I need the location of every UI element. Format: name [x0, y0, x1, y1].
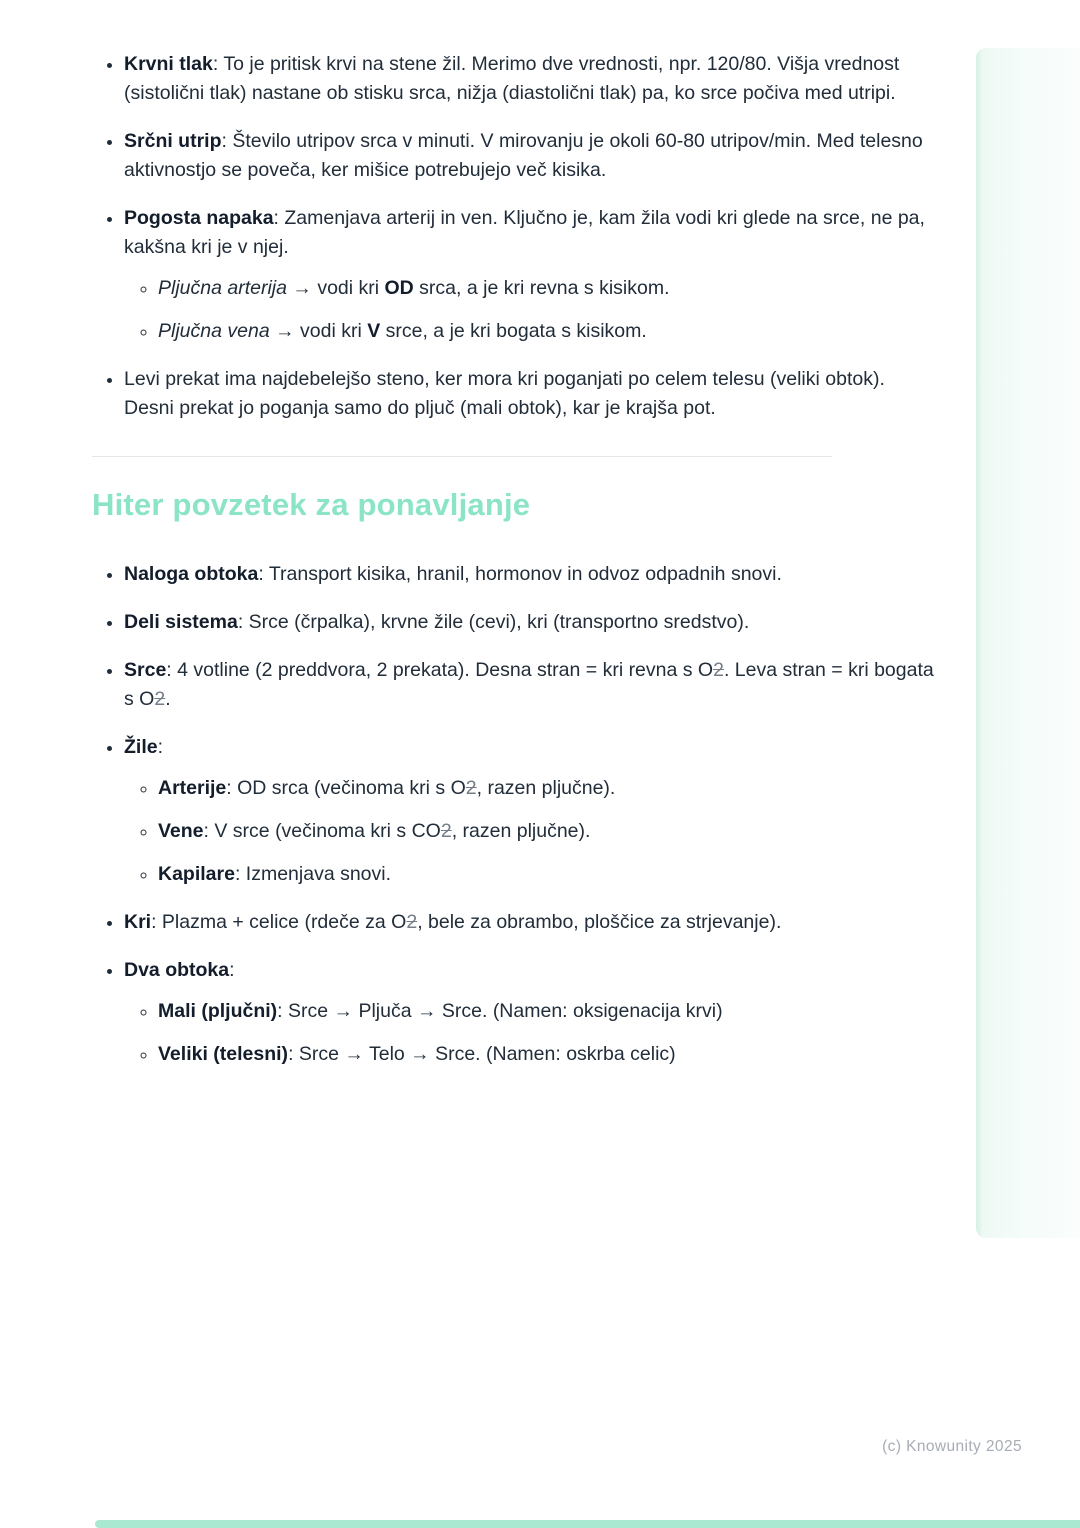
list-item: [124, 204, 935, 346]
term-bold: Žile: [124, 736, 158, 758]
sub-list-item: [158, 774, 935, 803]
body-text: , razen pljučne).: [451, 820, 591, 842]
body-text: : Število utripov srca v minuti. V mirovanju je okoli 60-80 utripov/min. Med telesno aktivnostjo se poveča, ker mišice potrebujejo več kisika.: [124, 130, 923, 181]
notes-content: [92, 50, 935, 1088]
term-bold: Kapilare: [158, 863, 235, 885]
body-text: Levi prekat ima najdebelejšo steno, ker mora kri poganjati po celem telesu (veliki obtok). Desni prekat jo poganja samo do pljuč (mali obtok), kar je krajša pot.: [124, 368, 885, 419]
term-bold: Mali (pljučni): [158, 1000, 278, 1022]
body-text: : Izmenjava snovi.: [234, 863, 392, 885]
footer-copyright: (c) Knowunity 2025: [882, 1438, 1022, 1455]
sub-list-item: [158, 997, 935, 1026]
struck-number: 2: [465, 777, 477, 799]
body-text: : Zamenjava arterij in ven. Ključno je, kam žila vodi kri glede na srce, ne pa, kakšna kri je v njej.: [124, 207, 925, 258]
body-text: . Leva stran = kri bogata s O: [124, 659, 934, 710]
struck-number: 2: [440, 820, 452, 842]
body-text: :: [229, 959, 235, 981]
term-bold: Kri: [124, 911, 152, 933]
term-bold: Veliki (telesni): [158, 1043, 289, 1065]
term-bold: Pogosta napaka: [124, 207, 274, 229]
sub-list-item: [158, 860, 935, 889]
body-text: : Srce → Pljuča → Srce. (Namen: oksigenacija krvi): [277, 1000, 723, 1022]
body-text: : Transport kisika, hranil, hormonov in odvoz odpadnih snovi.: [258, 563, 782, 585]
body-text: → vodi kri: [269, 320, 368, 342]
sub-list-item: [158, 1040, 935, 1069]
body-text: :: [157, 736, 164, 758]
body-text: : 4 votline (2 preddvora, 2 prekata). Desna stran = kri revna s O: [166, 659, 714, 681]
list-item: [124, 908, 935, 937]
term-bold: Arterije: [158, 777, 227, 799]
body-text: srce, a je kri bogata s kisikom.: [380, 320, 647, 342]
term-bold: V: [367, 320, 381, 342]
bottom-accent-bar: [95, 1520, 1080, 1528]
term-bold: OD: [384, 277, 414, 299]
body-text: , bele za obrambo, ploščice za strjevanje).: [417, 911, 782, 933]
sub-list-item: [158, 817, 935, 846]
list-item: [124, 656, 935, 714]
struck-number: 2: [713, 659, 724, 681]
nested-bullet-list: [124, 997, 935, 1069]
body-text: : OD srca (večinoma kri s O: [226, 777, 466, 799]
list-item: [124, 127, 935, 185]
term-bold: Dva obtoka: [124, 959, 230, 981]
term-bold: Deli sistema: [124, 611, 238, 633]
term-bold: Srce: [124, 659, 167, 681]
list-item: [124, 733, 935, 889]
list-item: [124, 365, 935, 423]
section-heading: Hiter povzetek za ponavljanje: [92, 487, 531, 522]
body-text: : Srce → Telo → Srce. (Namen: oskrba celic): [288, 1043, 676, 1065]
body-text: Pljučna arterija: [158, 277, 287, 299]
body-text: Pljučna vena: [158, 320, 270, 342]
sub-list-item: [158, 317, 935, 346]
notes-bullet-list: [92, 50, 935, 423]
body-text: : To je pritisk krvi na stene žil. Merimo dve vrednosti, npr. 120/80. Višja vrednost (sistolični tlak) nastane ob stisku srca, nižja (diastolični tlak) pa, ko srce počiva med utripi.: [124, 53, 900, 104]
list-item: [124, 956, 935, 1069]
body-text: , razen pljučne).: [476, 777, 616, 799]
body-text: : V srce (večinoma kri s CO: [203, 820, 441, 842]
list-item: [124, 560, 935, 589]
body-text: .: [165, 688, 171, 710]
body-text: srca, a je kri revna s kisikom.: [413, 277, 670, 299]
list-item: [124, 50, 935, 108]
nested-bullet-list: [124, 774, 935, 889]
term-bold: Naloga obtoka: [124, 563, 259, 585]
list-item: [124, 608, 935, 637]
body-text: → vodi kri: [286, 277, 385, 299]
side-accent-panel: [976, 48, 1080, 1238]
nested-bullet-list: [124, 274, 935, 346]
struck-number: 2: [154, 688, 166, 710]
term-bold: Krvni tlak: [124, 53, 213, 75]
term-bold: Srčni utrip: [124, 130, 222, 152]
struck-number: 2: [406, 911, 418, 933]
body-text: : Srce (črpalka), krvne žile (cevi), kri (transportno sredstvo).: [237, 611, 750, 633]
term-bold: Vene: [158, 820, 204, 842]
sub-list-item: [158, 274, 935, 303]
body-text: : Plazma + celice (rdeče za O: [151, 911, 407, 933]
summary-bullet-list: [92, 560, 935, 1069]
section-divider: [92, 456, 832, 457]
